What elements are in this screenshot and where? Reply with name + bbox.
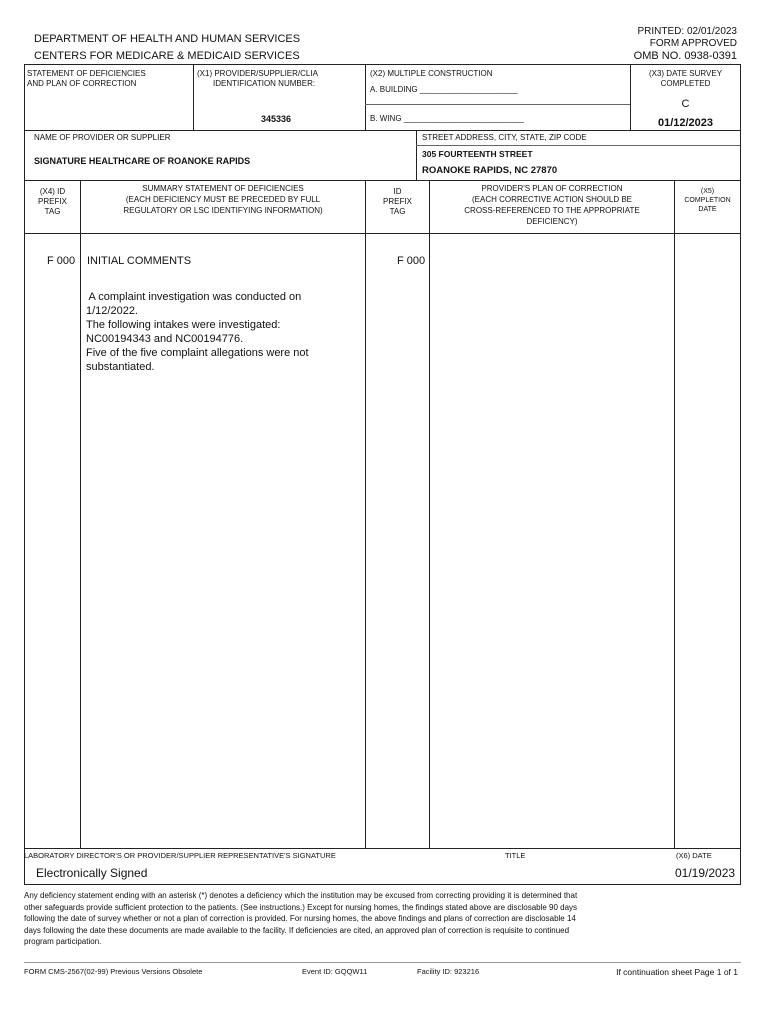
disclaimer-line: program participation. bbox=[24, 937, 102, 946]
entry-line: 1/12/2022. bbox=[86, 305, 138, 317]
x1-label-2: IDENTIFICATION NUMBER: bbox=[213, 79, 316, 88]
footer-rule bbox=[24, 962, 741, 963]
wing-rule bbox=[365, 104, 630, 105]
department-line-2: CENTERS FOR MEDICARE & MEDICAID SERVICES bbox=[34, 50, 300, 62]
id-header-2: PREFIX bbox=[383, 197, 412, 206]
provider-name: SIGNATURE HEALTHCARE OF ROANOKE RAPIDS bbox=[34, 156, 251, 166]
prefix-tag-left: F 000 bbox=[47, 255, 76, 267]
address-city: ROANOKE RAPIDS, NC 27870 bbox=[422, 165, 558, 176]
x4-header-2: PREFIX bbox=[38, 197, 67, 206]
survey-code: C bbox=[681, 98, 690, 110]
plan-header-3: CROSS-REFERENCED TO THE APPROPRIATE bbox=[464, 206, 640, 215]
entry-heading: INITIAL COMMENTS bbox=[87, 255, 192, 267]
entry-line: substantiated. bbox=[86, 361, 155, 373]
x1-divider bbox=[193, 64, 194, 130]
summary-header-2: (EACH DEFICIENCY MUST BE PRECEDED BY FULL bbox=[125, 195, 321, 204]
provider-name-label: NAME OF PROVIDER OR SUPPLIER bbox=[34, 133, 171, 142]
x4-header-3: TAG bbox=[44, 207, 61, 216]
summary-header-1: SUMMARY STATEMENT OF DEFICIENCIES bbox=[142, 184, 304, 193]
address-street: 305 FOURTEENTH STREET bbox=[422, 149, 533, 159]
entry-line: A complaint investigation was conducted on bbox=[86, 291, 302, 303]
col-divider-4 bbox=[674, 180, 675, 848]
signature-label: LABORATORY DIRECTOR'S OR PROVIDER/SUPPLIER REPRESENTATIVE'S SIGNATURE bbox=[24, 851, 336, 860]
x5-header-1: (X5) bbox=[700, 188, 715, 195]
x2-divider bbox=[365, 64, 366, 130]
survey-date: 01/12/2023 bbox=[657, 117, 714, 129]
id-header-3: TAG bbox=[389, 207, 406, 216]
page-indicator: If continuation sheet Page 1 of 1 bbox=[616, 967, 738, 977]
signature-rule-top bbox=[24, 848, 741, 849]
plan-header-4: DEFICIENCY) bbox=[526, 217, 578, 226]
date-label: (X6) DATE bbox=[676, 851, 712, 860]
entry-line: NC00194343 and NC00194776. bbox=[86, 333, 244, 345]
facility-id: Facility ID: 923216 bbox=[417, 967, 480, 976]
provider-rule-bottom bbox=[24, 180, 741, 181]
address-label: STREET ADDRESS, CITY, STATE, ZIP CODE bbox=[422, 133, 587, 142]
entry-line: The following intakes were investigated: bbox=[86, 319, 281, 331]
x5-header-3: DATE bbox=[698, 206, 717, 213]
event-id: Event ID: GQQW11 bbox=[302, 967, 368, 976]
prefix-tag-right: F 000 bbox=[397, 255, 426, 267]
column-header-rule bbox=[24, 233, 741, 234]
col-divider-3 bbox=[429, 180, 430, 848]
disclaimer-line: following the date of survey whether or not a plan of correction is provided. For nursing homes, the above findings and plans of correction are disclosable 14 bbox=[24, 914, 576, 923]
provider-rule-top bbox=[24, 130, 741, 131]
plan-header-2: (EACH CORRECTIVE ACTION SHOULD BE bbox=[471, 195, 633, 204]
provider-id-number: 345336 bbox=[261, 114, 292, 124]
statement-label-1: STATEMENT OF DEFICIENCIES bbox=[27, 69, 146, 78]
x1-label-1: (X1) PROVIDER/SUPPLIER/CLIA bbox=[197, 69, 318, 78]
signature-rule-bottom bbox=[24, 884, 741, 885]
frame-right bbox=[740, 64, 741, 884]
id-header-1: ID bbox=[393, 187, 402, 196]
x3-label-2: COMPLETED bbox=[660, 79, 711, 88]
signature-date: 01/19/2023 bbox=[675, 866, 736, 880]
omb-number: OMB NO. 0938-0391 bbox=[633, 50, 737, 62]
disclaimer bbox=[24, 890, 739, 948]
address-divider bbox=[416, 130, 417, 180]
top-rule bbox=[24, 64, 741, 65]
signature-value: Electronically Signed bbox=[36, 866, 148, 880]
form-number: FORM CMS-2567(02-99) Previous Versions Obsolete bbox=[24, 967, 203, 976]
printed-date: PRINTED: 02/01/2023 bbox=[637, 26, 737, 37]
x4-header-1: (X4) ID bbox=[39, 187, 66, 196]
x3-label-1: (X3) DATE SURVEY bbox=[648, 69, 723, 78]
summary-header-3: REGULATORY OR LSC IDENTIFYING INFORMATION) bbox=[123, 206, 323, 215]
disclaimer-line: other safeguards provide sufficient protection to the patients. (See instructions.) Except for nursing homes, the findings stated above are disclosable 90 days bbox=[24, 902, 578, 912]
x2-label: (X2) MULTIPLE CONSTRUCTION bbox=[370, 69, 493, 78]
col-divider-1 bbox=[80, 180, 81, 848]
title-label: TITLE bbox=[505, 851, 526, 860]
entry-line: Five of the five complaint allegations were not bbox=[86, 347, 309, 359]
entry-body bbox=[86, 290, 361, 374]
department-line-1: DEPARTMENT OF HEALTH AND HUMAN SERVICES bbox=[34, 33, 301, 45]
col-divider-2 bbox=[365, 180, 366, 848]
disclaimer-line: Any deficiency statement ending with an asterisk (*) denotes a deficiency which the institution may be excused from correcting providing it is determined that bbox=[24, 891, 578, 900]
x5-header-2: COMPLETION bbox=[684, 197, 731, 204]
form-approved: FORM APPROVED bbox=[649, 38, 737, 49]
statement-label-2: AND PLAN OF CORRECTION bbox=[27, 79, 137, 88]
address-label-rule bbox=[416, 145, 740, 146]
plan-header-1: PROVIDER'S PLAN OF CORRECTION bbox=[481, 184, 623, 193]
wing-label: B. WING ___________________________ bbox=[370, 114, 524, 123]
building-label: A. BUILDING ______________________ bbox=[370, 85, 518, 94]
disclaimer-line: days following the date these documents are made available to the facility. If deficiencies are cited, an approved plan of correction is requisite to continued bbox=[24, 925, 570, 935]
